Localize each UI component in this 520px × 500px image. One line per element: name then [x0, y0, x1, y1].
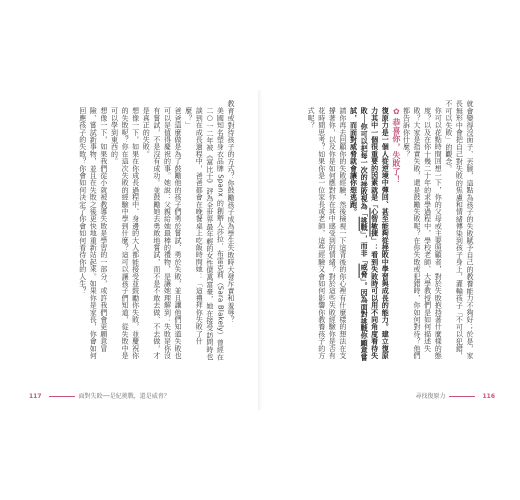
paragraph: 請你再去回顧你的失敗經驗，然後檢視一下這背後的你心裡有什麼樣的想法在支撐著你，以及你是如何應對你在其中感受到的情緒？對於這些失敗經驗你是否有花時間思考？如果你是一位家長或老師，這些經驗又會如何影響你教養孩子的方式呢？: [307, 107, 347, 359]
section-heading: ✿恭喜你，失敗了！: [391, 107, 401, 184]
paragraph: 想像一下，如果我們從小就被教導失敗是學習的一部分，或許我們會更願意冒險、嘗試新事物，並且在失敗之後更快地重新站起來。如果你是家長，你會如何回應孩子的失敗？你會如何決定了你會如何看待你的人生？: [78, 107, 108, 359]
running-title: 面對失敗──是紀挑戰，還是威脅？: [78, 393, 170, 400]
paragraph: 想像一下，如果在你成長過程中、身邊的大人都能接受並鼓勵你失敗，並慶祝你的失敗呢？你在這次失敗的經驗中學到什麼？這可以讓孩子們知道，從失敗中是可以學到東西的。: [110, 107, 140, 359]
paragraph: 你可以花點時間回想一下，你的父母或主要照顧者，對於失敗抱持著什麼樣的態度？以及在你十幾二十年的求學過程中，學校老師、大學教授們是如何描述失敗？大家是指責失敗，還是鼓勵失敗呢？在你失敗或犯錯時，你如何對待？他們都告訴你什麼？: [402, 107, 443, 359]
page-number: 117: [29, 393, 42, 400]
paragraph: 教育或對待孩子的方式？你鼓勵孩子成為學生失敗時大發斥責和羞辱？: [227, 100, 235, 324]
paragraph: 就會變得沒面子、丟臉，這點為孩子的失敗賦予自己的教養能力不夠好；於是，家長無形中會把自己對失敗的焦慮和情緒傳染到孩子身上，灌輸孩子「不可以犯錯，不可以失敗」的觀念。: [444, 100, 474, 360]
page-number: 116: [482, 393, 495, 400]
footer-divider: [449, 396, 475, 397]
page-gutter: [258, 90, 262, 410]
paragraph: 爸爸這麼做是為了鼓勵他的孩子們勇於嘗試、勇於失敗，並且讓他們知道失敗也可以是值得慶祝的事。她說：父親給她最棒的禮物，是讓她理解到：失敗是你沒有嘗試，不是沒有成功。並鼓勵她去勇敢地嘗試，而不是不敢去做、不去做，才是真正的失敗。: [142, 107, 183, 359]
highlight-quote: 復原力是一個人從逆境中彈回、甚至能夠從挫敗中學習與成長的能力。建立復原力其中一個很重要的因素就是「心智敏捷」：看到失敗時可以用不同角度看待失敗──你可以把每一次的挫敗視為「挑戰」，而非「威脅」。因為面對挑戰你願意嘗試，而面對威脅就會讓你想逃跑。: [349, 107, 390, 361]
right-page-text: [270, 100, 475, 362]
flower-icon: ✿: [391, 107, 401, 117]
right-page-footer: [415, 391, 498, 400]
paragraph: 美國知名塑身衣品牌 Spanx 的創辦人莎拉．布雷克莉（Sara Blakely）曾經在二○一二年被《富比士》評為全世界最年輕的女性億萬富豪，她在接受訪問時也談到在成長過程中，爸爸都會在晚餐桌上吃飯時問她：「這禮拜你失敗了什麼？」: [184, 107, 225, 361]
book-spread: [12, 90, 508, 410]
footer-divider: [49, 396, 75, 397]
running-title: 尋找復原力: [415, 393, 446, 400]
left-page-footer: [26, 391, 170, 400]
left-page-text: [26, 100, 236, 362]
